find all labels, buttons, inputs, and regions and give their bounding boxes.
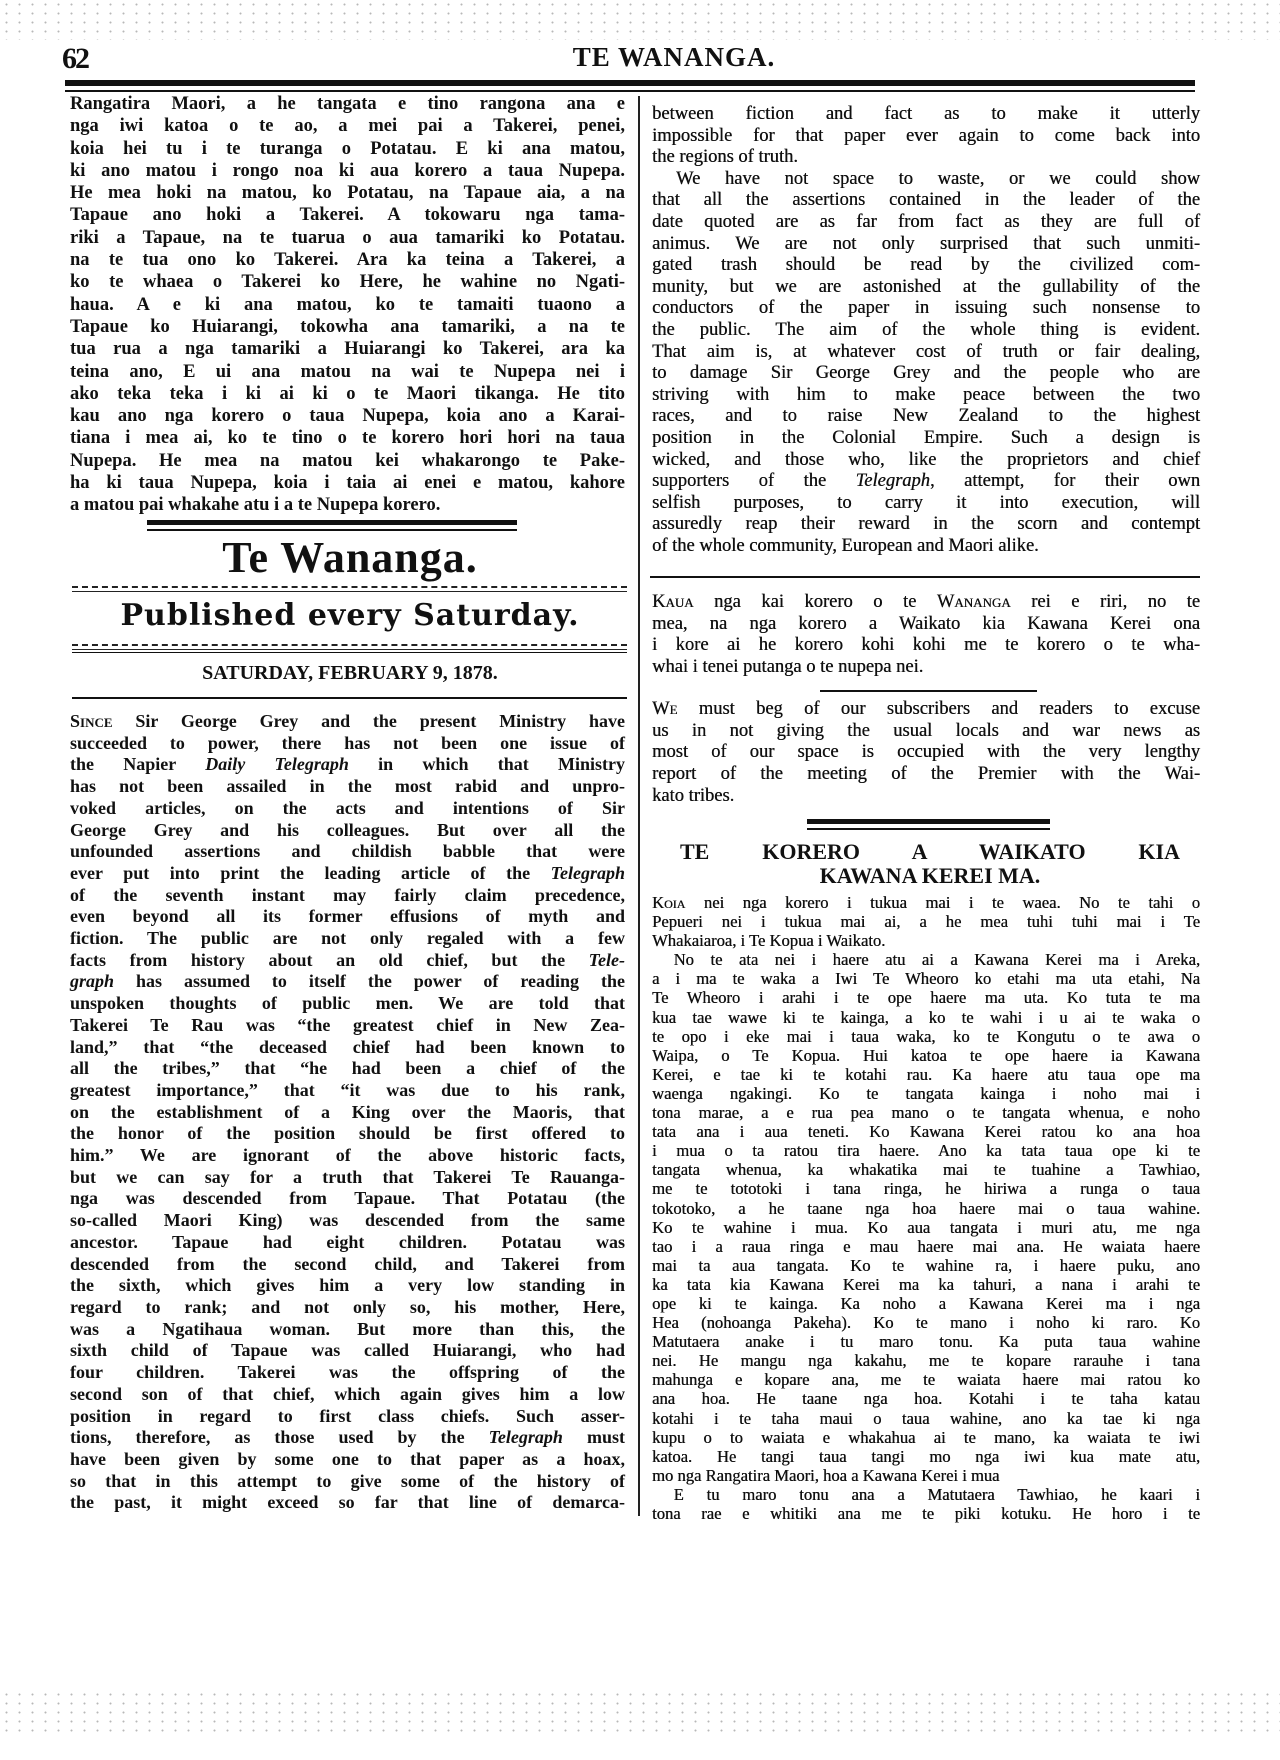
line-text: E tu maro tonu ana a Matutaera Tawhiao, he kaari i [673, 1484, 1200, 1504]
text-line [70, 798, 625, 820]
line-text: Sir George Grey and the present Ministry have [112, 711, 625, 731]
line-text: ko te whaea o Takerei ko Here, he wahine no Ngati- [70, 272, 625, 293]
maori-article [70, 93, 625, 517]
text-line [652, 1084, 1200, 1103]
line-text: i kore ai he korero kohi kohi me te korero o te wha- [652, 635, 1200, 656]
text-line [652, 1122, 1200, 1141]
text-line [652, 1313, 1200, 1332]
line-text: land,” that “the deceased chief had been known to [70, 1036, 625, 1057]
line-text: regard to rank; and not only so, his mother, Here, [70, 1296, 625, 1317]
line-text: unfounded assertions and childish babble that were [70, 841, 625, 862]
line-text: have been given by some one to that paper as a hoax, [70, 1448, 625, 1469]
paragraph [70, 93, 625, 517]
text-line [652, 234, 1200, 256]
section-rule [650, 576, 1200, 578]
text-line [652, 614, 1200, 636]
lead-word: We [652, 699, 678, 719]
line-text: tona marae, a e rua pea mano o te tangata whenua, e noho [652, 1103, 1200, 1123]
text-line [70, 405, 625, 427]
text-line [70, 1188, 625, 1210]
text-line [652, 1409, 1200, 1428]
line-text: That aim is, at whatever cost of truth or fair dealing, [652, 341, 1200, 362]
line-text: Rangatira Maori, a he tangata e tino rangona ana e [70, 94, 625, 114]
text-line [652, 1179, 1200, 1198]
line-text: must [562, 1427, 625, 1448]
text-line [70, 733, 625, 755]
text-line [652, 1065, 1200, 1084]
text-line [652, 1199, 1200, 1218]
text-line [70, 271, 625, 293]
line-text: ope ki te kainga. Ka noho a Kawana Kerei ma i nga [652, 1293, 1200, 1313]
text-line [70, 1471, 625, 1493]
text-line [652, 742, 1200, 764]
text-line [70, 1427, 625, 1449]
text-line [70, 138, 625, 160]
text-line [652, 1294, 1200, 1313]
scan-noise-top [0, 0, 1280, 40]
text-line [70, 1123, 625, 1145]
line-text: ha ki taua Nupepa, koia i taia ai enei e matou, kahore [70, 473, 625, 494]
line-text: He mea hoki na matou, ko Potatau, na Tapaue aia, a na [70, 183, 625, 204]
text-line [652, 1008, 1200, 1027]
line-text: ancestor. Tapaue had eight children. Potatau was [70, 1231, 625, 1252]
short-rule [820, 690, 1037, 692]
text-line [70, 1167, 625, 1189]
text-line [70, 1102, 625, 1124]
line-text: striving with him to make peace between the two [652, 384, 1200, 405]
text-line [652, 493, 1200, 515]
text-line [652, 169, 1200, 191]
line-text: the regions of truth. [652, 147, 798, 168]
line-text: nga was descended from Tapaue. That Potatau (the [70, 1188, 625, 1209]
text-line [70, 93, 625, 115]
text-line [70, 450, 625, 472]
text-line [652, 1466, 1200, 1485]
line-text: greatest importance,” that “it was due to his rank, [70, 1079, 625, 1100]
line-text: i mua o ta ratou tira haere. Ano ka tata taua ope ki te [652, 1141, 1200, 1161]
text-line [652, 536, 1200, 558]
line-text: nei. He mangu nga kakahu, me te kopare rarauhe i tana [652, 1351, 1200, 1371]
line-text: unspoken thoughts of public men. We are told that [70, 993, 625, 1014]
page-number: 62 [62, 42, 88, 75]
text-line [652, 721, 1200, 743]
text-line [652, 657, 1200, 679]
line-text: Takerei Te Rau was “the greatest chief in New Zea- [70, 1014, 625, 1035]
line-text: munity, but we are astonished at the gullability of the [652, 276, 1200, 297]
line-text: te opo i eke mai i taua waka, ko te Kongutu o te awa o [652, 1026, 1200, 1046]
leader-article [70, 711, 625, 1514]
text-line [70, 1145, 625, 1167]
line-text: tangata whenua, ka whakatika mai te tuahine a Tawhiao, [652, 1160, 1200, 1180]
text-line [652, 471, 1200, 493]
text-line [652, 190, 1200, 212]
line-text: Kerei, e tae ki te kotahi rau. Ka haere atu taua ope ma [652, 1064, 1200, 1084]
text-line [70, 204, 625, 226]
text-line [70, 1362, 625, 1384]
line-text: whai i tenei putanga o te nupepa nei. [652, 657, 924, 678]
text-line [70, 182, 625, 204]
notice-maori [652, 592, 1200, 679]
text-line [652, 1275, 1200, 1294]
text-line [652, 428, 1200, 450]
text-line [70, 294, 625, 316]
line-text: koia hei tu i te turanga o Potatau. E ki ana matou, [70, 138, 625, 159]
text-line [70, 841, 625, 863]
text-line [652, 126, 1200, 148]
line-text: gated trash should be read by the civilized com- [652, 255, 1200, 276]
line-text: ana hoa. He taane nga hoa. Kotahi i te taha katau [652, 1389, 1200, 1409]
line-text: him.” We are ignorant of the above historic facts, [70, 1145, 625, 1166]
line-text: date quoted are as far from fact as they are full of [652, 211, 1200, 232]
line-text: Pepueri nei i tukua mai ai, a he mea tuhi tuhi mai i Te [652, 912, 1200, 932]
line-text: conductors of the paper in issuing such nonsense to [652, 298, 1200, 319]
notice-english [652, 699, 1200, 808]
line-text: George Grey and his colleagues. But over all the [70, 819, 625, 840]
line-text: so that in this attempt to give some of the history of [70, 1470, 625, 1491]
masthead-title: Te Wananga. [222, 533, 478, 582]
text-line [70, 820, 625, 842]
text-line [652, 1428, 1200, 1447]
text-line [652, 1332, 1200, 1351]
line-text: must beg of our subscribers and readers to excuse [677, 699, 1200, 719]
text-line [70, 993, 625, 1015]
line-text: was a Ngatihaua woman. But more than this, the [70, 1318, 625, 1339]
text-line [652, 406, 1200, 428]
text-line [652, 514, 1200, 536]
line-text: has not been assailed in the most rabid and unpro- [70, 776, 625, 797]
paragraph [652, 950, 1200, 1485]
paragraph [652, 104, 1200, 169]
line-text: the honor of the position should be first offered to [70, 1123, 625, 1144]
line-text: has assumed to itself the power of reading the [114, 971, 625, 992]
text-line [652, 1485, 1200, 1504]
line-text: the public. The aim of the whole thing is evident. [652, 319, 1200, 340]
line-text: voked articles, on the acts and intentions of Sir [70, 797, 625, 818]
lead-word: Koia [652, 893, 686, 912]
text-line [652, 893, 1200, 912]
text-line [652, 1256, 1200, 1275]
line-text: even beyond all its former effusions of myth and [70, 906, 625, 927]
text-line [70, 427, 625, 449]
text-line [70, 950, 625, 972]
text-line [70, 1232, 625, 1254]
text-line [70, 711, 625, 733]
paragraph [652, 699, 1200, 808]
text-line [70, 472, 625, 494]
line-text: fiction. The public are not only regaled with a few [70, 928, 625, 949]
line-text: ka tata kia Kawana Kerei ma ka tahuri, a nana i arahi te [652, 1274, 1200, 1294]
line-text: supporters of the [652, 471, 856, 492]
text-line [652, 320, 1200, 342]
line-text: sixth child of Tapaue was called Huiarangi, who had [70, 1340, 625, 1361]
line-text: the Napier [70, 754, 206, 775]
line-text: selfish purposes, to carry it into execution, will [652, 492, 1200, 513]
line-text: descended from the second child, and Takerei from [70, 1253, 625, 1274]
line-text: but we can say for a truth that Takerei Te Rauanga- [70, 1166, 625, 1187]
text-line [652, 635, 1200, 657]
text-line [70, 1210, 625, 1232]
line-text: a matou pai whakahe atu i a te Nupepa korero. [70, 495, 441, 516]
text-line [70, 1449, 625, 1471]
line-text: Waipa, o Te Kopua. Hui katoa te ope haere ia Kawana [652, 1045, 1200, 1065]
line-text: kato tribes. [652, 785, 735, 806]
text-line [652, 1103, 1200, 1122]
line-text: , attempt, for their own [929, 471, 1200, 492]
line-text: ever put into print the leading article of the [70, 862, 551, 883]
text-line [70, 776, 625, 798]
line-text: in which that Ministry [348, 754, 626, 775]
text-line [70, 754, 625, 776]
text-line [652, 1504, 1200, 1523]
text-line [652, 931, 1200, 950]
line-text: na te tua ono ko Takerei. Ara ka teina a Takerei, a [70, 250, 625, 271]
text-line [652, 277, 1200, 299]
text-line [70, 316, 625, 338]
text-line [70, 383, 625, 405]
masthead-subtitle: Published every Saturday. [120, 598, 580, 633]
lead-word: Kaua [652, 592, 694, 612]
line-text: tata ana i aua teneti. Ko Kawana Kerei ratou ko ana hoa [652, 1122, 1200, 1142]
report-heading-line1: TE KORERO A WAIKATO KIA [680, 839, 1180, 864]
line-text: ako teka teka i ki ai ki o te Maori tikanga. He tito [70, 383, 625, 404]
line-text: most of our space is occupied with the very lengthy [652, 742, 1200, 763]
line-text: We have not space to waste, or we could show [676, 168, 1200, 189]
line-text: kau ano nga korero o taua Nupepa, koia ano a Karai- [70, 406, 625, 427]
line-text: Matutaera anake i tu maro tonu. Ka puta taua wahine [652, 1332, 1200, 1352]
text-line [652, 1046, 1200, 1065]
report-heading [680, 840, 1180, 888]
text-line [652, 104, 1200, 126]
text-line [70, 1254, 625, 1276]
line-text: Te Wheoro i arahi i te ope haere ma uta. Ko tuta te ma [652, 988, 1200, 1008]
text-line [70, 160, 625, 182]
text-line [652, 147, 1200, 169]
text-line [652, 764, 1200, 786]
line-text: Tapaue ano hoki a Takerei. A tokowaru nga tama- [70, 205, 625, 226]
text-line [70, 227, 625, 249]
line-text: mahunga e kopare ana, me te waiata haere mai ratou ko [652, 1370, 1200, 1390]
text-line [70, 885, 625, 907]
small-caps-word: Wananga [936, 592, 1011, 612]
line-text: kupu o to waiata e whakahua ai te mano, ka waiata te iwi [652, 1427, 1200, 1447]
line-text: the past, it might exceed so far that line of demarca- [70, 1492, 625, 1513]
text-line [652, 450, 1200, 472]
text-line [652, 1141, 1200, 1160]
line-text: between fiction and fact as to make it utterly [652, 104, 1200, 124]
text-line [70, 1275, 625, 1297]
masthead-rule-wavy [72, 644, 627, 650]
text-line [70, 906, 625, 928]
line-text: the sixth, which gives him a very low standing in [70, 1275, 625, 1296]
text-line [652, 988, 1200, 1007]
text-line [652, 255, 1200, 277]
issue-date: SATURDAY, FEBRUARY 9, 1878. [202, 662, 498, 684]
text-line [652, 786, 1200, 808]
text-line [652, 1447, 1200, 1466]
header-rule-thin [65, 90, 1195, 92]
line-text: on the establishment of a King over the Maoris, that [70, 1101, 625, 1122]
line-text: tua rua a nga tamariki a Huiarangi ko Takerei, ara ka [70, 339, 625, 360]
line-text: four children. Takerei was the offspring of the [70, 1362, 625, 1383]
line-text: No te ata nei i haere atu ai a Kawana Kerei ma i Areka, [673, 950, 1200, 970]
line-text: position in the Colonial Empire. Such a design is [652, 427, 1200, 448]
text-line [652, 212, 1200, 234]
line-text: of the whole community, European and Maori alike. [652, 535, 1039, 556]
masthead-rule-thick [147, 520, 517, 525]
paragraph [652, 1485, 1200, 1523]
line-text: rei e riri, no te [1010, 592, 1200, 612]
date-rule [72, 697, 627, 699]
lead-word: Since [70, 711, 113, 731]
header-rule-thick [65, 80, 1195, 86]
paragraph [652, 592, 1200, 679]
text-line [70, 1406, 625, 1428]
text-line [652, 1160, 1200, 1179]
line-text: haua. A e ki ana matou, ko te tamaiti tuaono a [70, 294, 625, 315]
line-text: races, and to raise New Zealand to the highest [652, 406, 1200, 427]
line-text: kotahi i te taha maui o taua wahine, ano ka tae ki nga [652, 1408, 1200, 1428]
line-text: us in not giving the usual locals and war news as [652, 720, 1200, 741]
line-text: nei nga korero i tukua mai i te waea. No te tahi o [685, 893, 1200, 912]
text-line [70, 1340, 625, 1362]
line-text: that all the assertions contained in the leader of the [652, 190, 1200, 211]
line-text: Tapaue ko Huiarangi, tokowha ana tamariki, a na te [70, 316, 625, 337]
line-text: impossible for that paper ever again to come back into [652, 125, 1200, 146]
text-line [70, 338, 625, 360]
line-text: animus. We are not only surprised that such unmiti- [652, 233, 1200, 254]
line-text: nga kai korero o te [693, 592, 937, 612]
paragraph [652, 893, 1200, 950]
line-text: mai ta aua tangata. Ko te wahine ra, i haere puku, ano [652, 1255, 1200, 1275]
text-line [652, 950, 1200, 969]
italic-title: Tele- [588, 949, 625, 970]
line-text: second son of that chief, which again gives him a low [70, 1383, 625, 1404]
line-text: mo nga Rangatira Maori, hoa a Kawana Kerei i mua [652, 1465, 1000, 1485]
text-line [70, 1080, 625, 1102]
line-text: report of the meeting of the Premier with the Wai- [652, 764, 1200, 785]
line-text: riki a Tapaue, na te tuarua o aua tamariki ko Potatau. [70, 227, 625, 248]
italic-title: Telegraph [488, 1427, 563, 1448]
line-text: to damage Sir George Grey and the people who are [652, 363, 1200, 384]
line-text: nga iwi katoa o te ao, a mei pai a Takerei, penei, [70, 116, 625, 137]
text-line [70, 494, 625, 516]
line-text: kua tae wawe ki te kainga, a ko te wahi i u ai te waka o [652, 1007, 1200, 1027]
italic-title: Daily Telegraph [205, 754, 349, 775]
text-line [652, 1218, 1200, 1237]
text-line [652, 298, 1200, 320]
report-body [652, 893, 1200, 1523]
text-line [70, 115, 625, 137]
line-text: of the seventh instant may fairly claim precedence, [70, 884, 625, 905]
text-line [70, 249, 625, 271]
text-line [70, 971, 625, 993]
leader-continued [652, 104, 1200, 557]
line-text: waenga ngakingi. Ko te tangata kainga i noho mai i [652, 1083, 1200, 1103]
scan-noise-bottom [0, 1690, 1280, 1735]
text-line [70, 1058, 625, 1080]
masthead-rule-thin [72, 652, 627, 653]
italic-title: Telegraph [855, 471, 930, 492]
text-line [652, 1370, 1200, 1389]
text-line [652, 342, 1200, 364]
text-line [652, 592, 1200, 614]
line-text: me te tototoki i tana ringa, he hiriwa a runga o taua [652, 1179, 1200, 1199]
masthead-rule-thin [147, 529, 517, 531]
column-divider [638, 96, 640, 1516]
line-text: assuredly reap their reward in the scorn and contempt [652, 514, 1200, 535]
text-line [652, 699, 1200, 721]
text-line [70, 1384, 625, 1406]
text-line [652, 1027, 1200, 1046]
text-line [652, 912, 1200, 931]
running-title: TE WANANGA. [572, 42, 776, 72]
line-text: tokotoko, a he taane nga hoa haere mai o taua wahine. [652, 1198, 1200, 1218]
text-line [70, 1037, 625, 1059]
line-text: a i ma te waka a Iwi Te Wheoro ko etahi ma uta etahi, Na [652, 969, 1200, 989]
text-line [70, 361, 625, 383]
line-text: Hea (nohoanga Pakeha). Ko te mano i noho ki raro. Ko [652, 1313, 1200, 1333]
text-line [70, 1015, 625, 1037]
line-text: facts from history about an old chief, but the [70, 949, 589, 970]
line-text: Whakaiaroa, i Te Kopua i Waikato. [652, 931, 886, 951]
heading-rule-thin [807, 828, 1050, 830]
italic-title: graph [70, 971, 115, 992]
text-line [652, 1351, 1200, 1370]
line-text: wicked, and those who, like the proprietors and chief [652, 449, 1200, 470]
paragraph [70, 711, 625, 1514]
paragraph [652, 169, 1200, 558]
line-text: Nupepa. He mea na matou kei whakarongo te Pake- [70, 450, 625, 471]
text-line [652, 1237, 1200, 1256]
text-line [652, 969, 1200, 988]
line-text: position in regard to first class chiefs. Such asser- [70, 1405, 625, 1426]
line-text: tions, therefore, as those used by the [70, 1427, 489, 1448]
text-line [70, 1492, 625, 1514]
line-text: tona rae e whitiki ana me te piki kotuku. He horo i te [652, 1504, 1200, 1523]
line-text: all the tribes,” that “he had been a chief of the [70, 1058, 625, 1079]
text-line [70, 1319, 625, 1341]
line-text: tiana i mea ai, ko te tino o te korero hori hori na taua [70, 428, 625, 449]
text-line [70, 863, 625, 885]
text-line [70, 1297, 625, 1319]
line-text: tao i a raua ringa e mau haere mai ana. He waiata haere [652, 1236, 1200, 1256]
report-heading-line2: KAWANA KEREI MA. [819, 863, 1041, 888]
text-line [652, 385, 1200, 407]
italic-title: Telegraph [550, 862, 625, 883]
heading-rule-thick [807, 819, 1050, 824]
text-line [70, 928, 625, 950]
line-text: katoa. He tangi taua tangi mo nga iwi kua mate atu, [652, 1446, 1200, 1466]
line-text: Ko te wahine i mua. Ko aua tangata i muri atu, me nga [652, 1217, 1200, 1237]
line-text: teina ano, E ui ana matou na wai te Nupepa nei i [70, 361, 625, 382]
line-text: succeeded to power, there has not been one issue of [70, 732, 625, 753]
line-text: mea, na nga korero a Waikato kia Kawana Kerei ona [652, 613, 1200, 634]
line-text: ki ano matou i rongo noa ki aua korero a taua Nupepa. [70, 160, 625, 181]
masthead-rule-wavy [72, 586, 627, 592]
text-line [652, 363, 1200, 385]
text-line [652, 1389, 1200, 1408]
line-text: so-called Maori King) was descended from the same [70, 1210, 625, 1231]
